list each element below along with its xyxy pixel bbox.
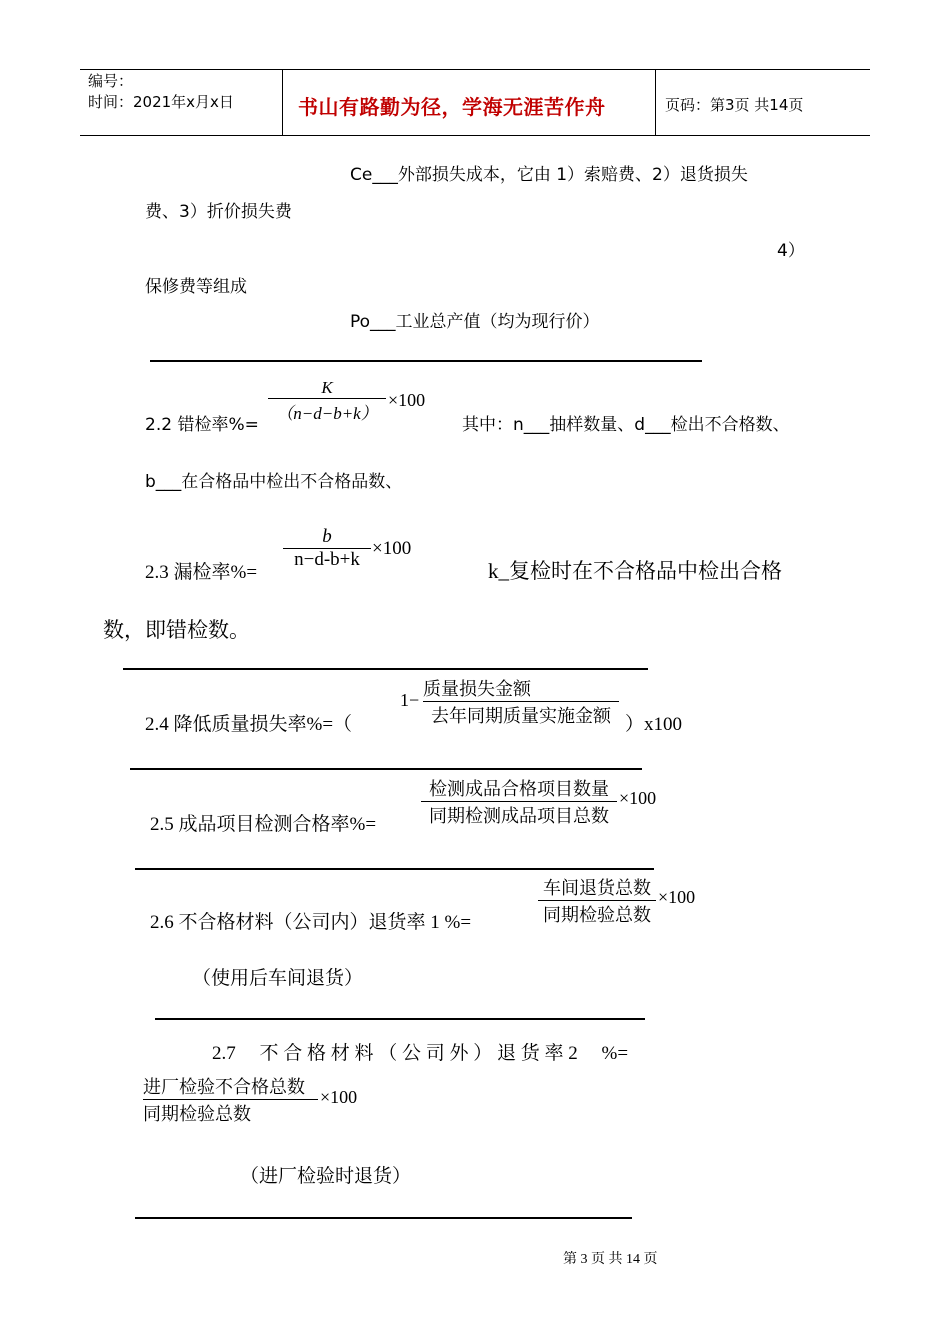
item-2-6-numerator: 车间退货总数 — [543, 878, 651, 898]
item-2-3-note2: 数，即错检数。 — [103, 618, 250, 642]
item-2-4-suffix: ）x100 — [625, 714, 683, 735]
item-2-3-fraction — [283, 526, 371, 571]
item-2-3-note: k_复检时在不合格品中检出合格 — [488, 559, 782, 583]
def-ce-line1: Ce___外部损失成本，它由 1）索赔费、2）退货损失 — [350, 165, 748, 185]
item-2-7-note: （进厂检验时退货） — [240, 1166, 412, 1187]
item-2-3-multiplier: ×100 — [372, 538, 412, 559]
item-2-2-note: 其中：n___抽样数量、d___检出不合格数、 — [462, 415, 790, 435]
item-2-6-note: （使用后车间退货） — [192, 968, 364, 989]
item-2-4-denominator: 去年同期质量实施金额 — [431, 706, 611, 726]
item-2-3-label: 2.3 漏检率%= — [145, 562, 258, 583]
item-2-6-fraction — [538, 874, 656, 927]
item-2-2-numerator: K — [321, 378, 333, 397]
item-2-4-label: 2.4 降低质量损失率%=（ — [145, 714, 353, 735]
header-divider-left — [282, 69, 283, 136]
page-footer: 第 3 页 共 14 页 — [563, 1252, 658, 1267]
item-2-7-label: 2.7 不 合 格 材 料 （ 公 司 外 ） 退 货 率 2 %= — [212, 1043, 629, 1064]
item-2-7-numerator: 进厂检验不合格总数 — [143, 1077, 305, 1097]
item-2-4-numerator: 质量损失金额 — [423, 679, 531, 699]
divider-rule — [155, 1018, 645, 1020]
header-top-border — [80, 69, 870, 70]
header-divider-right — [655, 69, 656, 136]
item-2-6-label: 2.6 不合格材料（公司内）退货率 1 %= — [150, 912, 472, 933]
item-2-4-prefix: 1− — [400, 690, 420, 710]
def-po-line: Po___工业总产值（均为现行价） — [350, 312, 600, 332]
header-number-label: 编号： — [88, 72, 134, 90]
item-2-5-multiplier: ×100 — [619, 788, 657, 808]
item-2-5-denominator: 同期检测成品项目总数 — [429, 806, 609, 826]
def-ce-line2: 费、3）折价损失费 — [145, 202, 292, 222]
item-2-5-numerator: 检测成品合格项目数量 — [429, 779, 609, 799]
divider-rule — [135, 1217, 632, 1219]
def-ce-item4: 4） — [777, 241, 805, 261]
item-2-6-multiplier: ×100 — [658, 887, 696, 907]
item-2-4-fraction — [423, 675, 619, 728]
item-2-2-denominator: （n−d−b+k） — [276, 404, 378, 423]
item-2-2-label: 2.2 错检率%= — [145, 415, 259, 435]
item-2-7-multiplier: ×100 — [320, 1087, 358, 1107]
header-time-label: 时间：2021年x月x日 — [88, 93, 234, 111]
divider-rule — [135, 868, 654, 870]
item-2-5-fraction — [421, 775, 617, 828]
header-motto: 书山有路勤为径，学海无涯苦作舟 — [298, 95, 606, 119]
header-bottom-border — [80, 135, 870, 136]
def-ce-line3: 保修费等组成 — [145, 277, 247, 297]
divider-rule — [123, 668, 648, 670]
item-2-2-note2: b___在合格品中检出不合格品数、 — [145, 472, 403, 492]
item-2-7-fraction — [143, 1073, 318, 1126]
item-2-2-multiplier: ×100 — [388, 390, 426, 410]
header-page-label: 页码：第3页 共14页 — [665, 96, 804, 114]
item-2-5-label: 2.5 成品项目检测合格率%= — [150, 814, 377, 835]
divider-rule — [130, 768, 642, 770]
divider-rule — [150, 360, 702, 362]
item-2-6-denominator: 同期检验总数 — [543, 905, 651, 925]
item-2-2-fraction — [268, 378, 386, 424]
item-2-3-denominator: n−d-b+k — [294, 549, 360, 570]
item-2-7-denominator: 同期检验总数 — [143, 1104, 251, 1124]
item-2-3-numerator: b — [322, 526, 332, 547]
